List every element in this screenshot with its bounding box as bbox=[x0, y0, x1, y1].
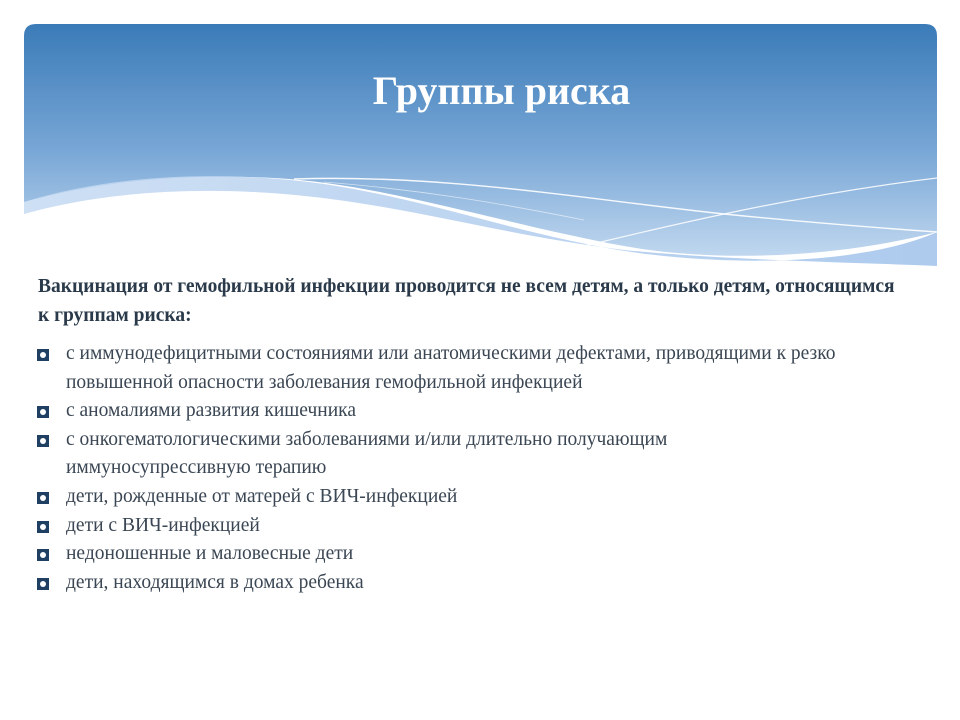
list-item-text: с аномалиями развития кишечника bbox=[66, 400, 356, 422]
bullet-icon bbox=[37, 349, 49, 361]
list-item-text: недоношенные и маловесные дети bbox=[66, 543, 354, 565]
list-item-text: дети с ВИЧ-инфекцией bbox=[66, 514, 260, 536]
bullet-icon bbox=[37, 406, 49, 418]
list-item bbox=[36, 569, 856, 598]
list-item-text: дети, рожденные от матерей с ВИЧ-инфекцией bbox=[66, 485, 458, 507]
list-item bbox=[36, 540, 856, 569]
header-banner bbox=[24, 24, 937, 274]
risk-group-list bbox=[36, 340, 856, 597]
list-item bbox=[36, 397, 856, 426]
bullet-icon bbox=[37, 549, 49, 561]
list-item-text: с онкогематологическими заболеваниями и/или длительно получающим иммуносупрессивную терапию bbox=[66, 428, 668, 479]
list-item bbox=[36, 426, 856, 483]
list-item-text: дети, находящимся в домах ребенка bbox=[66, 571, 364, 593]
bullet-icon bbox=[37, 492, 49, 504]
intro-text: Вакцинация от гемофильной инфекции проводится не всем детям, а только детям, относящимся к группам риска: bbox=[38, 276, 895, 326]
bullet-icon bbox=[37, 578, 49, 590]
list-item-text: с иммунодефицитными состояниями или анатомическими дефектами, приводящими к резко повышенной опасности заболевания гемофильной инфекцией bbox=[66, 343, 836, 393]
list-item bbox=[36, 483, 856, 512]
slide-title: Группы риска bbox=[372, 68, 631, 113]
bullet-icon bbox=[37, 435, 49, 447]
header-wave-graphic bbox=[24, 24, 937, 274]
list-item bbox=[36, 512, 856, 541]
list-item bbox=[36, 340, 856, 397]
bullet-icon bbox=[37, 521, 49, 533]
